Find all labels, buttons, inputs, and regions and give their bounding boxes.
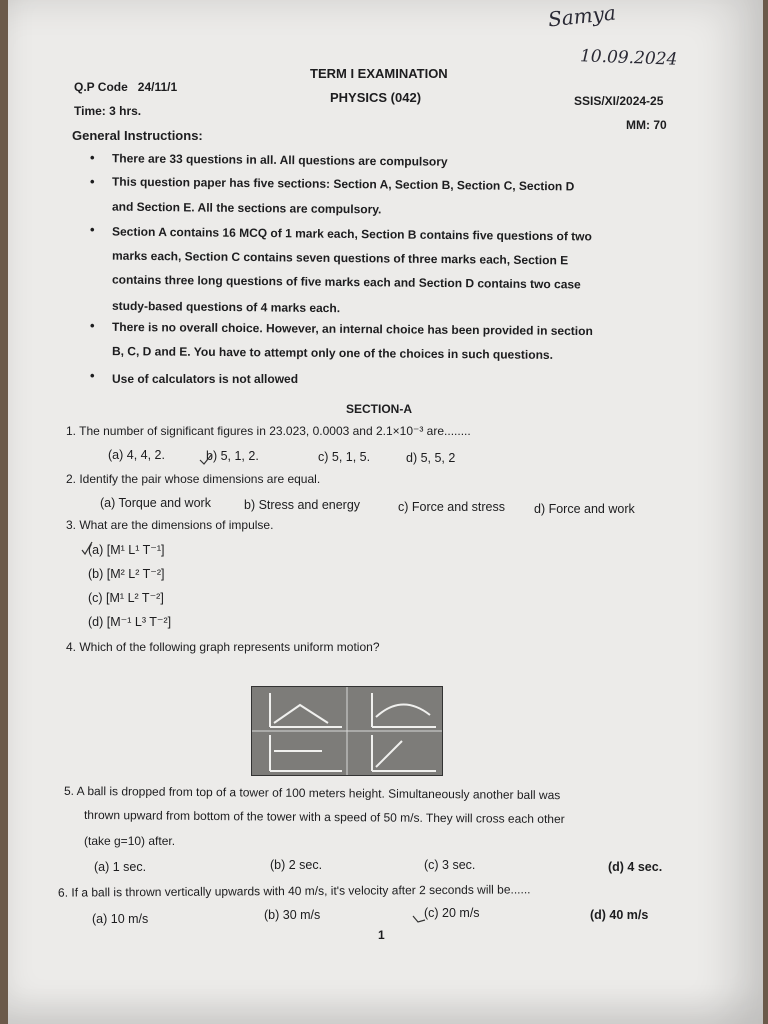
question-5-line-2: thrown upward from bottom of the tower with a speed of 50 m/s. They will cross each other: [83, 807, 565, 827]
bullet-icon: •: [90, 174, 95, 189]
q3-option-b: (b) [M² L² T⁻²]: [88, 567, 165, 581]
page-number: 1: [378, 928, 385, 942]
q2-option-b: b) Stress and energy: [244, 498, 361, 512]
graphs-drawing: [252, 687, 442, 775]
question-3: 3. What are the dimensions of impulse.: [66, 518, 274, 532]
exam-title: TERM I EXAMINATION: [310, 66, 448, 81]
question-4: 4. Which of the following graph represents uniform motion?: [66, 640, 380, 654]
subject-title: PHYSICS (042): [330, 90, 422, 105]
q5-option-a: (a) 1 sec.: [94, 860, 147, 874]
tick-mark-icon: [412, 912, 426, 924]
instruction-line: contains three long questions of five marks each and Section D contains two case: [111, 272, 581, 292]
tick-mark-icon: [80, 540, 94, 556]
q1-option-d: d) 5, 5, 2: [406, 451, 456, 465]
instruction-line: There are 33 questions in all. All questions are compulsory: [111, 151, 448, 169]
instruction-line: Use of calculators is not allowed: [112, 372, 299, 386]
instruction-line: Section A contains 16 MCQ of 1 mark each, Section B contains five questions of two: [111, 224, 592, 244]
exam-time: Time: 3 hrs.: [74, 104, 142, 118]
q6-option-c: (c) 20 m/s: [424, 906, 480, 920]
instruction-line: There is no overall choice. However, an internal choice has been provided in section: [111, 319, 593, 339]
q1-option-b: b) 5, 1, 2.: [206, 449, 259, 463]
bullet-icon: •: [90, 150, 95, 165]
q3-option-d: (d) [M⁻¹ L³ T⁻²]: [88, 615, 172, 629]
q2-option-c: c) Force and stress: [398, 500, 505, 514]
instruction-line: study-based questions of 4 marks each.: [111, 298, 341, 316]
q6-option-d: (d) 40 m/s: [590, 908, 649, 922]
handwritten-date: 10.09.2024: [579, 46, 678, 70]
q5-option-b: (b) 2 sec.: [270, 858, 323, 872]
q2-option-a: (a) Torque and work: [100, 496, 211, 510]
question-1: 1. The number of significant figures in 23.023, 0.0003 and 2.1×10⁻³ are........: [66, 424, 471, 438]
exam-paper: [8, 0, 763, 1024]
q3-option-a: (a) [M¹ L¹ T⁻¹]: [88, 543, 165, 557]
paper-code: SSIS/XI/2024-25: [574, 94, 664, 108]
q6-option-b: (b) 30 m/s: [264, 908, 321, 922]
instruction-line: This question paper has five sections: Section A, Section B, Section C, Section D: [111, 174, 575, 194]
instruction-line: B, C, D and E. You have to attempt only one of the choices in such questions.: [111, 344, 554, 362]
instructions-heading: General Instructions:: [72, 128, 203, 143]
bullet-icon: •: [90, 222, 95, 237]
question-5-line-1: 5. A ball is dropped from top of a tower of 100 meters height. Simultaneously another ball was: [63, 783, 561, 803]
q1-option-c: c) 5, 1, 5.: [318, 450, 371, 464]
bullet-icon: •: [90, 318, 95, 333]
q1-option-a: (a) 4, 4, 2.: [108, 448, 165, 462]
q2-option-d: d) Force and work: [534, 502, 635, 516]
max-marks: MM: 70: [626, 118, 667, 132]
question-5-line-3: (take g=10) after.: [84, 834, 176, 848]
tick-mark-icon: [198, 452, 214, 466]
student-signature: Samya: [546, 0, 617, 32]
instruction-line: marks each, Section C contains seven questions of three marks each, Section E: [111, 248, 569, 268]
question-6: 6. If a ball is thrown vertically upwards with 40 m/s, it's velocity after 2 seconds will be......: [57, 882, 531, 900]
instruction-line: and Section E. All the sections are compulsory.: [111, 199, 382, 217]
q5-option-c: (c) 3 sec.: [424, 858, 476, 872]
uniform-motion-graphs-image: [251, 686, 443, 776]
section-title: SECTION-A: [346, 402, 412, 416]
q5-option-d: (d) 4 sec.: [608, 860, 663, 874]
bullet-icon: •: [90, 368, 95, 383]
qp-code: Q.P Code 24/11/1: [74, 80, 178, 94]
question-2: 2. Identify the pair whose dimensions are equal.: [66, 472, 321, 486]
q3-option-c: (c) [M¹ L² T⁻²]: [88, 591, 164, 605]
q6-option-a: (a) 10 m/s: [92, 912, 149, 926]
